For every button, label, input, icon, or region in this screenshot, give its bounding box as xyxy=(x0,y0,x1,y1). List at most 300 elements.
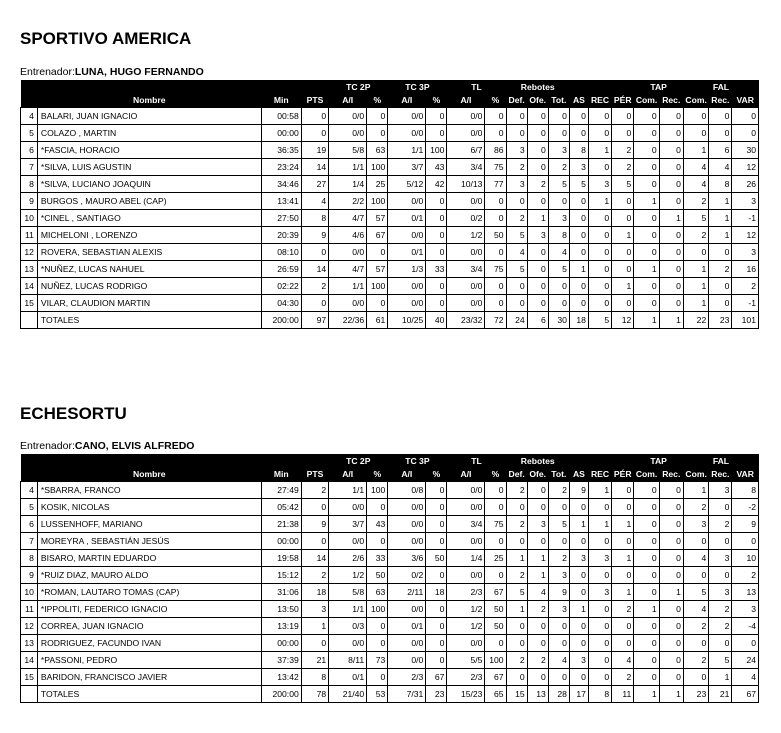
stat-cell: 0 xyxy=(485,533,506,550)
column-header: A/I xyxy=(329,93,367,108)
stat-cell: 00:58 xyxy=(261,108,301,125)
team-1-coach-line xyxy=(20,66,204,78)
stat-cell: 0 xyxy=(569,295,588,312)
stat-cell: 0 xyxy=(659,278,683,295)
stat-cell: 1 xyxy=(683,278,708,295)
stat-cell: 0/0 xyxy=(447,295,485,312)
stat-cell: 28 xyxy=(548,686,569,703)
shirt-number: 10 xyxy=(21,210,38,227)
shirt-number: 14 xyxy=(21,278,38,295)
stat-cell: 0 xyxy=(548,499,569,516)
stat-cell: 1 xyxy=(709,210,732,227)
column-header: Nombre xyxy=(37,93,261,108)
stat-cell: 0 xyxy=(683,244,708,261)
stat-cell: 0 xyxy=(426,227,447,244)
player-name: KOSIK, NICOLAS xyxy=(37,499,261,516)
player-name: RODRIGUEZ, FACUNDO IVAN xyxy=(37,635,261,652)
stat-cell: -4 xyxy=(732,618,759,635)
stat-cell: 2 xyxy=(548,159,569,176)
group-header-rebotes: Rebotes xyxy=(506,454,569,467)
stat-cell: 0 xyxy=(527,499,548,516)
stat-cell: 10/13 xyxy=(447,176,485,193)
stat-cell: 26 xyxy=(732,176,759,193)
stat-cell: 3 xyxy=(588,550,611,567)
stat-cell: 0 xyxy=(732,125,759,142)
stat-cell: 0 xyxy=(634,652,659,669)
stat-cell: 5/5 xyxy=(447,652,485,669)
stat-cell: 1/2 xyxy=(447,227,485,244)
stat-cell: 1 xyxy=(506,601,527,618)
player-name: MICHELONI , LORENZO xyxy=(37,227,261,244)
player-row xyxy=(21,635,759,652)
stat-cell: 2 xyxy=(612,142,634,159)
stat-cell: 72 xyxy=(485,312,506,329)
player-name: VILAR, CLAUDION MARTIN xyxy=(37,295,261,312)
stat-cell: 0 xyxy=(485,244,506,261)
stat-cell: 1 xyxy=(659,312,683,329)
stat-cell: 2 xyxy=(506,652,527,669)
stat-cell: 2 xyxy=(548,482,569,499)
stat-cell: 21/40 xyxy=(329,686,367,703)
stat-cell: 1 xyxy=(527,210,548,227)
column-header: % xyxy=(367,467,388,482)
player-name: *RUIZ DIAZ, MAURO ALDO xyxy=(37,567,261,584)
player-name: *CINEL , SANTIAGO xyxy=(37,210,261,227)
stat-cell: 0 xyxy=(588,499,611,516)
stat-cell: 0 xyxy=(367,244,388,261)
stat-cell: 200:00 xyxy=(261,686,301,703)
stat-cell: 2/11 xyxy=(388,584,426,601)
stat-cell: 26:59 xyxy=(261,261,301,278)
stat-cell: 0 xyxy=(569,584,588,601)
stat-cell: 2/3 xyxy=(447,669,485,686)
stat-cell: 30 xyxy=(548,312,569,329)
stat-cell: 0 xyxy=(659,159,683,176)
stat-cell: 0 xyxy=(634,142,659,159)
player-row xyxy=(21,618,759,635)
stat-cell: -2 xyxy=(732,499,759,516)
stat-cell: 0 xyxy=(659,533,683,550)
stat-cell: 0 xyxy=(548,278,569,295)
stat-cell: 13:42 xyxy=(261,669,301,686)
player-row xyxy=(21,176,759,193)
column-header: VAR xyxy=(732,467,759,482)
stat-cell: 4 xyxy=(683,550,708,567)
player-name: BARIDON, FRANCISCO JAVIER xyxy=(37,669,261,686)
stat-cell: 0/3 xyxy=(329,618,367,635)
stat-cell: 0 xyxy=(634,227,659,244)
player-row xyxy=(21,533,759,550)
stat-cell: 1 xyxy=(569,516,588,533)
stat-cell: 2 xyxy=(506,516,527,533)
stat-cell: 0 xyxy=(659,669,683,686)
stat-cell: 0 xyxy=(588,669,611,686)
stat-cell: 0 xyxy=(301,295,328,312)
stat-cell: 0 xyxy=(659,601,683,618)
stat-cell: 0 xyxy=(732,533,759,550)
player-name: *ROMAN, LAUTARO TOMAS (CAP) xyxy=(37,584,261,601)
stat-cell: 0 xyxy=(683,125,708,142)
stat-cell: 0 xyxy=(588,108,611,125)
stat-cell: 67 xyxy=(485,669,506,686)
stat-cell: 0 xyxy=(659,142,683,159)
stat-cell: 67 xyxy=(426,669,447,686)
stat-cell: 2 xyxy=(527,601,548,618)
stat-cell: 67 xyxy=(367,227,388,244)
stat-cell: 3/4 xyxy=(447,516,485,533)
stat-cell: 21:38 xyxy=(261,516,301,533)
group-header-tl: TL xyxy=(447,454,506,467)
stat-cell: 5 xyxy=(548,176,569,193)
stat-cell: 2 xyxy=(527,652,548,669)
shirt-number: 9 xyxy=(21,193,38,210)
shirt-number: 8 xyxy=(21,176,38,193)
stat-cell: 2 xyxy=(506,210,527,227)
stat-cell: 0 xyxy=(426,125,447,142)
stat-cell: 0 xyxy=(634,499,659,516)
stat-cell: 1/1 xyxy=(329,278,367,295)
stat-cell: 0/0 xyxy=(388,516,426,533)
column-header: Rec. xyxy=(709,93,732,108)
column-header: A/I xyxy=(447,467,485,482)
stat-cell: 0 xyxy=(659,618,683,635)
stat-cell: 100 xyxy=(367,278,388,295)
stat-cell: 4/7 xyxy=(329,210,367,227)
stat-cell: 0 xyxy=(301,108,328,125)
stat-cell: 0 xyxy=(527,108,548,125)
stat-cell: 0 xyxy=(683,533,708,550)
stat-cell: 0 xyxy=(569,635,588,652)
column-header: Rec. xyxy=(709,467,732,482)
stat-cell: 2 xyxy=(683,652,708,669)
stat-cell: 0 xyxy=(506,635,527,652)
column-header: Tot. xyxy=(548,467,569,482)
player-row xyxy=(21,244,759,261)
stat-cell: 0 xyxy=(732,108,759,125)
stat-cell: 4 xyxy=(506,244,527,261)
stat-cell: 1 xyxy=(612,227,634,244)
stat-cell: 1 xyxy=(612,550,634,567)
shirt-number: 10 xyxy=(21,584,38,601)
stat-cell: 18 xyxy=(301,584,328,601)
stat-cell: 3 xyxy=(709,550,732,567)
stat-cell: 0 xyxy=(659,482,683,499)
stat-cell: 24 xyxy=(506,312,527,329)
stat-cell: 4 xyxy=(683,159,708,176)
stat-cell: 0 xyxy=(709,108,732,125)
stat-cell: 12 xyxy=(732,227,759,244)
stat-cell: 0 xyxy=(548,533,569,550)
column-header: % xyxy=(485,467,506,482)
stat-cell: 0/0 xyxy=(447,499,485,516)
stat-cell: 0 xyxy=(426,567,447,584)
player-row xyxy=(21,584,759,601)
stat-cell: 5 xyxy=(683,584,708,601)
stat-cell: 14 xyxy=(301,159,328,176)
column-header: Com. xyxy=(634,93,659,108)
stat-cell: 0 xyxy=(367,108,388,125)
stat-cell: 0/0 xyxy=(388,295,426,312)
stat-cell: 27:49 xyxy=(261,482,301,499)
stat-cell: 2 xyxy=(709,261,732,278)
stat-cell: 0 xyxy=(659,108,683,125)
player-name: MOREYRA , SEBASTIÁN JESÚS xyxy=(37,533,261,550)
stat-cell: 1 xyxy=(569,601,588,618)
stat-cell: 0 xyxy=(367,499,388,516)
stat-cell: 2 xyxy=(612,159,634,176)
stat-cell: 0/0 xyxy=(447,125,485,142)
stat-cell: 25 xyxy=(485,550,506,567)
stat-cell: 0/0 xyxy=(447,244,485,261)
stat-cell: 23 xyxy=(426,686,447,703)
player-row xyxy=(21,516,759,533)
stat-cell: 1 xyxy=(527,550,548,567)
stat-cell: 1 xyxy=(588,193,611,210)
stat-cell: 0 xyxy=(634,482,659,499)
stat-cell: 0 xyxy=(588,159,611,176)
stat-cell: 2 xyxy=(527,176,548,193)
shirt-number: 4 xyxy=(21,108,38,125)
stat-cell: 0 xyxy=(485,499,506,516)
stat-cell: 19:58 xyxy=(261,550,301,567)
stat-cell: 0/0 xyxy=(388,533,426,550)
stat-cell: 22 xyxy=(683,312,708,329)
shirt-number: 11 xyxy=(21,601,38,618)
stat-cell: 0/0 xyxy=(447,482,485,499)
shirt-number: 5 xyxy=(21,125,38,142)
stat-cell: 0 xyxy=(426,482,447,499)
stat-cell: 2 xyxy=(709,516,732,533)
stat-cell: 0 xyxy=(612,533,634,550)
stat-cell: 75 xyxy=(485,159,506,176)
team-2-coach-line xyxy=(20,440,194,452)
group-header-tc3p: TC 3P xyxy=(388,80,447,93)
team-2-stats-table xyxy=(20,454,759,703)
stat-cell: 0 xyxy=(426,499,447,516)
stat-cell: 0/0 xyxy=(388,635,426,652)
stat-cell: 0/0 xyxy=(329,635,367,652)
stat-cell: 23/32 xyxy=(447,312,485,329)
stat-cell: 0 xyxy=(426,618,447,635)
stat-cell: 0 xyxy=(709,125,732,142)
stat-cell: 1 xyxy=(588,142,611,159)
stat-cell: 0 xyxy=(548,669,569,686)
stat-cell: 2 xyxy=(612,601,634,618)
stat-cell: 0 xyxy=(506,108,527,125)
stat-cell: 0 xyxy=(426,295,447,312)
stat-cell: 5 xyxy=(569,176,588,193)
stat-cell: 0 xyxy=(659,244,683,261)
stat-cell: 0/0 xyxy=(388,193,426,210)
stat-cell: 0 xyxy=(548,125,569,142)
stat-cell: 14 xyxy=(301,550,328,567)
player-name: ROVERA, SEBASTIAN ALEXIS xyxy=(37,244,261,261)
stat-cell: 0 xyxy=(709,278,732,295)
stat-cell: 0/0 xyxy=(329,125,367,142)
stat-cell: 0/0 xyxy=(388,652,426,669)
stat-cell: 50 xyxy=(426,550,447,567)
coach-label: Entrenador: xyxy=(20,440,75,452)
stat-cell: 17 xyxy=(569,686,588,703)
stat-cell: 8/11 xyxy=(329,652,367,669)
stat-cell: 31:06 xyxy=(261,584,301,601)
stat-cell: -1 xyxy=(732,295,759,312)
stat-cell: 0 xyxy=(527,244,548,261)
stat-cell: 0/0 xyxy=(447,533,485,550)
stat-cell: 0 xyxy=(527,295,548,312)
stat-cell: 2/3 xyxy=(388,669,426,686)
stat-cell: 3 xyxy=(588,584,611,601)
stat-cell: 0 xyxy=(683,635,708,652)
stat-cell: 3/7 xyxy=(329,516,367,533)
stat-cell: 3/6 xyxy=(388,550,426,567)
stat-cell: 2 xyxy=(301,482,328,499)
stat-cell: 0 xyxy=(569,567,588,584)
stat-cell: 57 xyxy=(367,261,388,278)
stat-cell: 21 xyxy=(301,652,328,669)
stat-cell: 3/4 xyxy=(447,261,485,278)
stat-cell: 0 xyxy=(588,618,611,635)
totals-row xyxy=(21,312,759,329)
stat-cell: 0 xyxy=(634,159,659,176)
stat-cell: 8 xyxy=(709,176,732,193)
stat-cell: 0 xyxy=(569,278,588,295)
stat-cell: 8 xyxy=(301,210,328,227)
stat-cell: 2 xyxy=(683,227,708,244)
stat-cell: 1 xyxy=(709,669,732,686)
stat-cell: 0/0 xyxy=(447,108,485,125)
stat-cell: 4 xyxy=(732,669,759,686)
stat-cell: 0 xyxy=(659,550,683,567)
stat-cell: 0/0 xyxy=(447,635,485,652)
stat-cell: 57 xyxy=(367,210,388,227)
stat-cell: 10/25 xyxy=(388,312,426,329)
player-row xyxy=(21,125,759,142)
stat-cell: 0 xyxy=(426,193,447,210)
stat-cell: 0 xyxy=(588,635,611,652)
stat-cell: 1 xyxy=(683,142,708,159)
stat-cell: 0 xyxy=(659,193,683,210)
stat-cell: 0 xyxy=(588,261,611,278)
stat-cell: 4 xyxy=(527,584,548,601)
column-header: Ofe. xyxy=(527,93,548,108)
stat-cell: 2 xyxy=(709,601,732,618)
stat-cell: 00:00 xyxy=(261,125,301,142)
stat-cell: 0 xyxy=(634,584,659,601)
stat-cell: 100 xyxy=(367,159,388,176)
stat-cell: 0 xyxy=(569,125,588,142)
stat-cell: 0/1 xyxy=(388,210,426,227)
shirt-number: 11 xyxy=(21,227,38,244)
stat-cell: 43 xyxy=(426,159,447,176)
stat-cell: 0 xyxy=(569,227,588,244)
stat-cell: 0 xyxy=(659,567,683,584)
stat-cell: 0 xyxy=(506,669,527,686)
stat-cell: 50 xyxy=(485,227,506,244)
stat-cell: 0 xyxy=(709,635,732,652)
stat-cell: 8 xyxy=(732,482,759,499)
stat-cell: 27:50 xyxy=(261,210,301,227)
stat-cell: 0 xyxy=(485,482,506,499)
stat-cell: 0 xyxy=(485,295,506,312)
stat-cell: 12 xyxy=(732,159,759,176)
stat-cell: 21 xyxy=(709,686,732,703)
stat-cell: 0 xyxy=(527,533,548,550)
stat-cell: 0/0 xyxy=(329,533,367,550)
stat-cell: 0/0 xyxy=(388,601,426,618)
stat-cell: 1 xyxy=(634,601,659,618)
stat-cell: 0 xyxy=(588,227,611,244)
stat-cell: 0 xyxy=(569,108,588,125)
stat-cell: 0 xyxy=(588,533,611,550)
stat-cell: 1 xyxy=(683,295,708,312)
stat-cell: 0 xyxy=(506,193,527,210)
shirt-number: 15 xyxy=(21,295,38,312)
stat-cell: 0 xyxy=(634,244,659,261)
stat-cell: 0 xyxy=(301,533,328,550)
stat-cell: 0/0 xyxy=(447,278,485,295)
stat-cell: 0 xyxy=(548,295,569,312)
stat-cell: 6 xyxy=(709,142,732,159)
stat-cell: 200:00 xyxy=(261,312,301,329)
player-row xyxy=(21,227,759,244)
stat-cell: 6 xyxy=(527,312,548,329)
player-name: *SILVA, LUCIANO JOAQUIN xyxy=(37,176,261,193)
stat-cell: 0 xyxy=(569,618,588,635)
stat-cell: 0/0 xyxy=(447,567,485,584)
stat-cell: 42 xyxy=(426,176,447,193)
stat-cell: 0 xyxy=(367,533,388,550)
player-name: *IPPOLITI, FEDERICO IGNACIO xyxy=(37,601,261,618)
player-name: *SILVA, LUIS AGUSTIN xyxy=(37,159,261,176)
column-header: Tot. xyxy=(548,93,569,108)
stat-cell: 8 xyxy=(588,686,611,703)
player-row xyxy=(21,482,759,499)
stat-cell: 2 xyxy=(506,159,527,176)
stat-cell: 0 xyxy=(367,635,388,652)
stat-cell: 0 xyxy=(634,550,659,567)
stat-cell: 0 xyxy=(367,125,388,142)
stat-cell: 10 xyxy=(732,550,759,567)
stat-cell: 0 xyxy=(485,278,506,295)
group-header-tc2p: TC 2P xyxy=(329,454,388,467)
stat-cell: 0 xyxy=(506,499,527,516)
stat-cell: 0 xyxy=(659,635,683,652)
stat-cell: 0 xyxy=(426,516,447,533)
stat-cell: 3 xyxy=(569,652,588,669)
stat-cell: 0 xyxy=(659,499,683,516)
stat-cell: 1/4 xyxy=(329,176,367,193)
stat-cell: 78 xyxy=(301,686,328,703)
stat-cell: 3/4 xyxy=(447,159,485,176)
stat-cell: 0 xyxy=(548,193,569,210)
stat-cell: 1 xyxy=(634,312,659,329)
stat-cell: 4 xyxy=(683,601,708,618)
stat-cell: 0/0 xyxy=(388,108,426,125)
stat-cell: 2 xyxy=(683,618,708,635)
stat-cell: 27 xyxy=(301,176,328,193)
stat-cell: 1/1 xyxy=(329,159,367,176)
stat-cell: 0 xyxy=(612,125,634,142)
stat-cell: 40 xyxy=(426,312,447,329)
shirt-number: 12 xyxy=(21,244,38,261)
stat-cell: 0 xyxy=(301,635,328,652)
stat-cell: 0 xyxy=(506,533,527,550)
stat-cell: 65 xyxy=(485,686,506,703)
stat-cell: 0 xyxy=(634,635,659,652)
stat-cell: 0/1 xyxy=(329,669,367,686)
stat-cell: 0 xyxy=(709,244,732,261)
